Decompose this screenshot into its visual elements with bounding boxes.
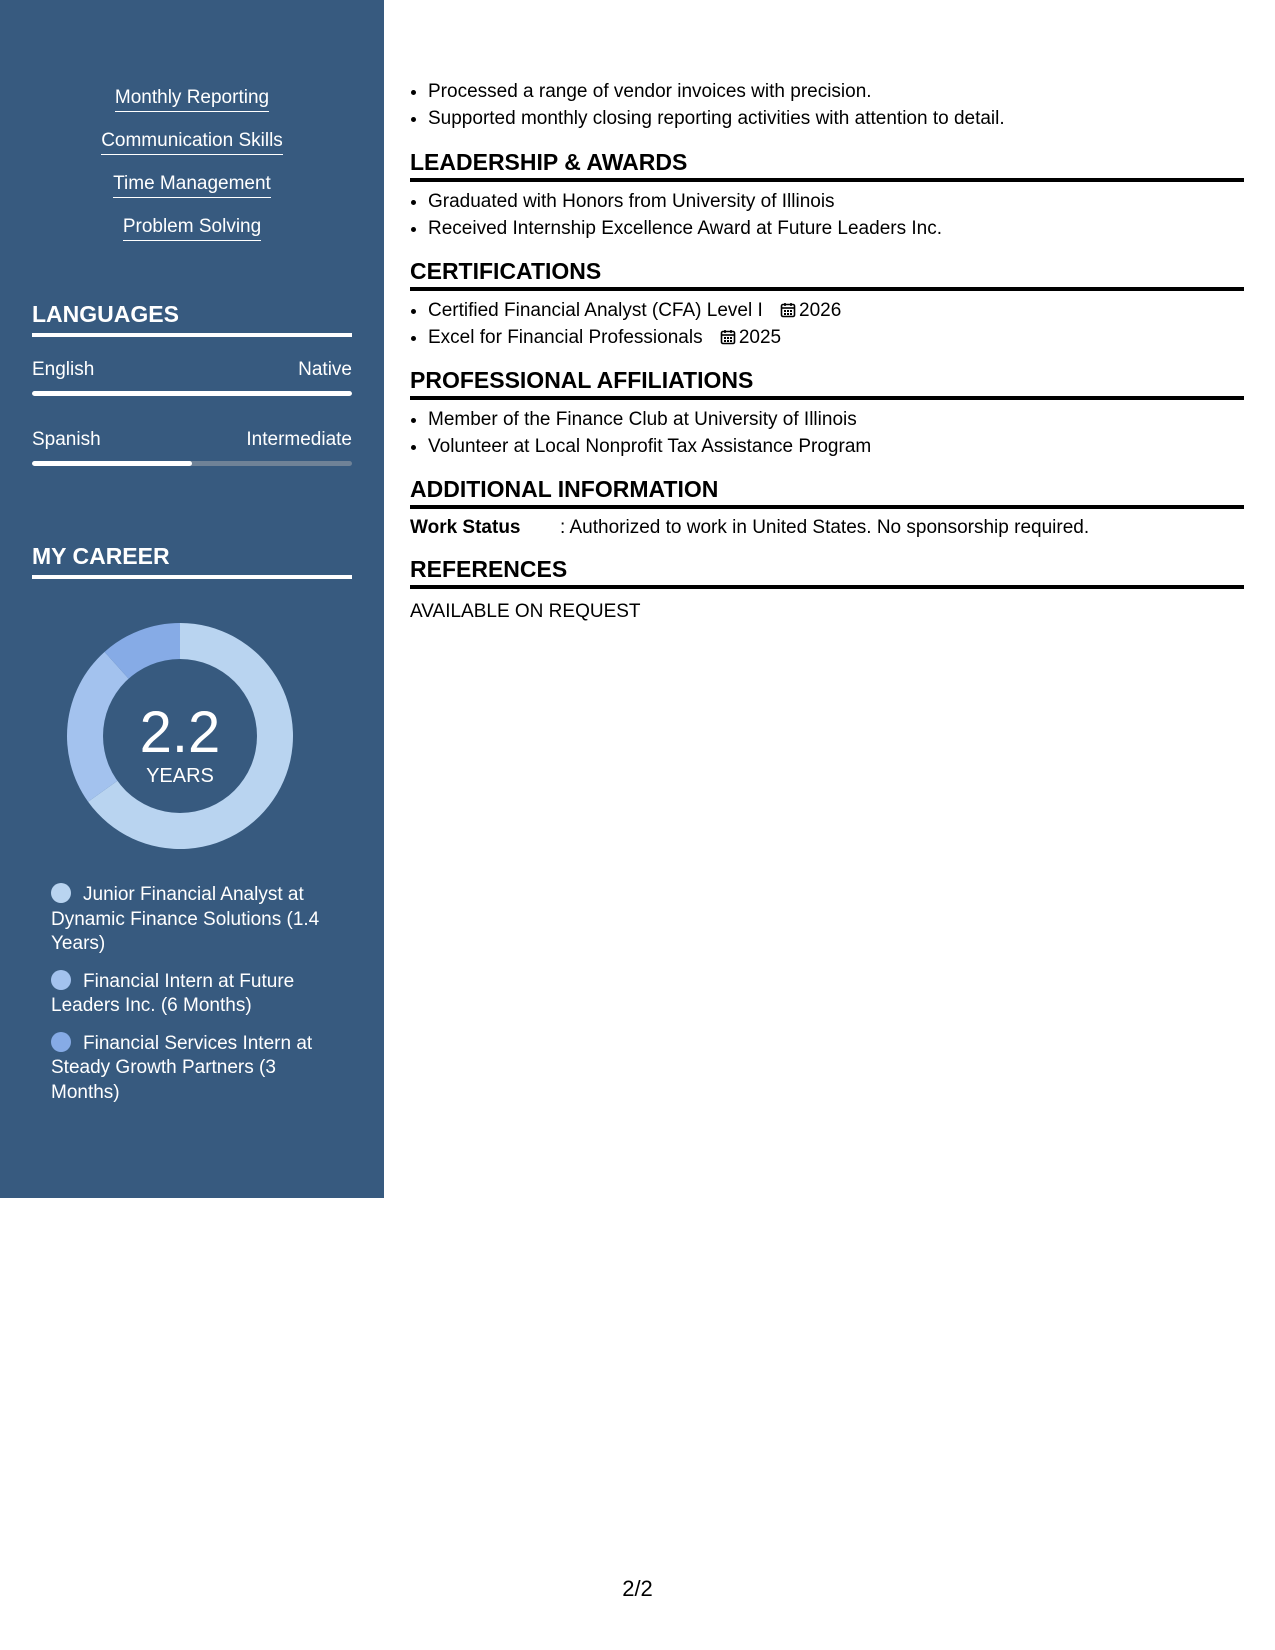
language-bar bbox=[32, 461, 352, 466]
language-bar bbox=[32, 391, 352, 396]
affiliations-list bbox=[410, 406, 1244, 460]
skill-item: Monthly Reporting bbox=[115, 86, 269, 112]
legend-dot bbox=[51, 883, 71, 903]
certifications-list bbox=[410, 297, 1244, 351]
career-item-text: Financial Intern at Future Leaders Inc. (6 Months) bbox=[51, 970, 295, 1016]
career-legend-item bbox=[51, 883, 331, 957]
career-item-text: Financial Services Intern at Steady Growth Partners (3 Months) bbox=[51, 1032, 313, 1103]
language-level: Intermediate bbox=[246, 429, 352, 450]
list-item: • Received Internship Excellence Award at Future Leaders Inc. bbox=[428, 215, 1244, 242]
section-title-references: REFERENCES bbox=[410, 555, 1244, 589]
list-item: • Member of the Finance Club at University of Illinois bbox=[428, 406, 1244, 433]
career-total-value: 2.2 bbox=[139, 700, 221, 765]
career-total-unit: YEARS bbox=[146, 765, 214, 787]
section-title-certifications: CERTIFICATIONS bbox=[410, 257, 1244, 291]
main-content bbox=[410, 0, 1244, 625]
sidebar bbox=[0, 0, 384, 1198]
certification-name: Excel for Financial Professionals bbox=[428, 327, 703, 348]
experience-bullets bbox=[410, 78, 1244, 132]
section-title-leadership: LEADERSHIP & AWARDS bbox=[410, 148, 1244, 182]
calendar-icon bbox=[720, 329, 736, 345]
leadership-list bbox=[410, 188, 1244, 242]
list-item bbox=[428, 297, 1244, 324]
work-status-value: : Authorized to work in United States. No sponsorship required. bbox=[560, 517, 1090, 538]
page-number: 2/2 bbox=[622, 1576, 653, 1601]
language-bar-fill bbox=[32, 391, 352, 396]
calendar-icon bbox=[780, 302, 796, 318]
skill-item: Problem Solving bbox=[123, 215, 261, 241]
list-item: • Graduated with Honors from University of Illinois bbox=[428, 188, 1244, 215]
certification-year: 2026 bbox=[799, 300, 842, 321]
references-text: AVAILABLE ON REQUEST bbox=[410, 601, 641, 622]
career-legend-item bbox=[51, 1032, 331, 1106]
career-legend bbox=[51, 883, 331, 1118]
legend-dot bbox=[51, 970, 71, 990]
list-item: • Supported monthly closing reporting activities with attention to detail. bbox=[428, 105, 1244, 132]
list-item: • Volunteer at Local Nonprofit Tax Assistance Program bbox=[428, 433, 1244, 460]
work-status-row bbox=[410, 515, 1244, 541]
career-item-text: Junior Financial Analyst at Dynamic Finance Solutions (1.4 Years) bbox=[51, 884, 320, 954]
language-level: Native bbox=[298, 359, 352, 380]
language-bar-fill bbox=[32, 461, 192, 466]
language-name: Spanish bbox=[32, 429, 101, 450]
language-spanish bbox=[32, 428, 352, 466]
career-heading: MY CAREER bbox=[32, 541, 352, 579]
work-status-label: Work Status bbox=[410, 517, 521, 538]
section-title-additional: ADDITIONAL INFORMATION bbox=[410, 475, 1244, 509]
languages-heading: LANGUAGES bbox=[32, 299, 352, 337]
legend-dot bbox=[51, 1032, 71, 1052]
section-title-affiliations: PROFESSIONAL AFFILIATIONS bbox=[410, 366, 1244, 400]
list-item bbox=[428, 324, 1244, 351]
language-english bbox=[32, 358, 352, 396]
certification-name: Certified Financial Analyst (CFA) Level I bbox=[428, 300, 763, 321]
list-item: • Processed a range of vendor invoices with precision. bbox=[428, 78, 1244, 105]
career-legend-item bbox=[51, 970, 331, 1019]
skill-item: Time Management bbox=[113, 172, 271, 198]
skill-item: Communication Skills bbox=[101, 129, 283, 155]
certification-year: 2025 bbox=[738, 327, 782, 348]
career-donut-chart bbox=[66, 622, 294, 850]
skills-list bbox=[0, 86, 384, 258]
language-name: English bbox=[32, 359, 95, 380]
